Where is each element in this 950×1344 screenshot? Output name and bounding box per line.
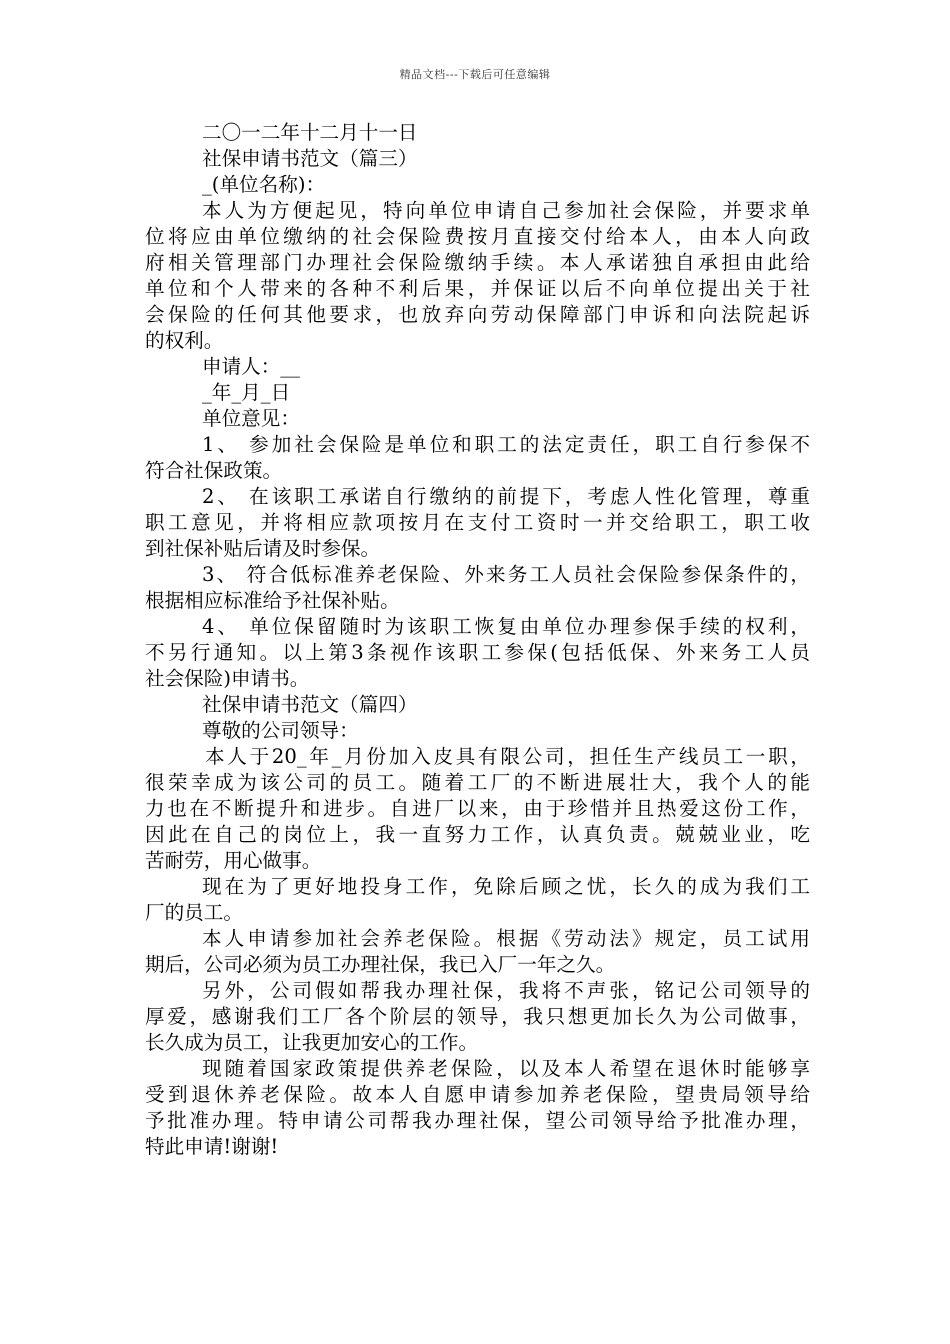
paragraph: [145, 120, 810, 146]
paragraph: [145, 432, 810, 484]
text-line: 本人为方便起见，特向单位申请自己参加社会保险，并要求单: [202, 199, 810, 222]
paragraph: [145, 354, 810, 380]
page-header: 精品文档---下载后可任意编辑: [399, 68, 551, 81]
paragraph: [145, 380, 810, 406]
paragraph: [145, 614, 810, 692]
text-line: 社保申请书范文（篇三）: [202, 147, 418, 170]
text-line: 因此在自己的岗位上，我一直努力工作，认真负责。兢兢业业，吃: [145, 823, 810, 846]
text-line: 根据相应标准给予社保补贴。: [145, 589, 400, 612]
text-line: 申请人：__: [202, 355, 300, 378]
text-line: 力也在不断提升和进步。自进厂以来，由于珍惜并且热爱这份工作，: [145, 797, 810, 820]
text-line: 期后，公司必须为员工办理社保，我已入厂一年之久。: [145, 953, 616, 976]
paragraph: [145, 692, 810, 718]
text-line: 单位意见：: [202, 407, 300, 430]
text-line: 厚爱，感谢我们工厂各个阶层的领导，我只想更加长久为公司做事，: [145, 1005, 810, 1028]
text-line: 现随着国家政策提供养老保险，以及本人希望在退休时能够享: [202, 1057, 810, 1080]
text-line: 本人申请参加社会养老保险。根据《劳动法》规定，员工试用: [202, 927, 810, 950]
text-line: 职工意见，并将相应款项按月在支付工资时一并交给职工，职工收: [145, 511, 810, 534]
paragraph: [145, 562, 810, 614]
paragraph: [145, 978, 810, 1056]
text-line: 现在为了更好地投身工作，免除后顾之忧，长久的成为我们工: [202, 875, 810, 898]
text-line: 社保申请书范文（篇四）: [202, 693, 418, 716]
paragraph: [145, 744, 810, 874]
text-line: 另外，公司假如帮我办理社保，我将不声张，铭记公司领导的: [202, 979, 810, 1002]
text-line: 不另行通知。以上第3条视作该职工参保(包括低保、外来务工人员: [145, 641, 810, 664]
text-line: 社会保险)申请书。: [145, 667, 310, 690]
text-line: 符合社保政策。: [145, 459, 283, 482]
text-line: _(单位名称)：: [202, 173, 326, 196]
paragraph: [145, 146, 810, 172]
text-line: 4、 单位保留随时为该职工恢复由单位办理参保手续的权利，: [202, 615, 810, 638]
text-line: 受到退休养老保险。故本人自愿申请参加养老保险，望贵局领导给: [145, 1083, 810, 1106]
paragraph: [145, 718, 810, 744]
text-line: 会保险的任何其他要求，也放弃向劳动保障部门申诉和向法院起诉: [145, 303, 810, 326]
text-line: 到社保补贴后请及时参保。: [145, 537, 381, 560]
text-line: 苦耐劳，用心做事。: [145, 849, 322, 872]
document-body: [145, 120, 810, 1160]
text-line: 长久成为员工，让我更加安心的工作。: [145, 1031, 479, 1054]
paragraph: [145, 926, 810, 978]
paragraph: [145, 406, 810, 432]
text-line: 尊敬的公司领导：: [202, 719, 359, 742]
text-line: 本人于20_年_月份加入皮具有限公司，担任生产线员工一职，: [205, 745, 810, 768]
text-line: 府相关管理部门办理社会保险缴纳手续。本人承诺独自承担由此给: [145, 251, 810, 274]
text-line: 予批准办理。特申请公司帮我办理社保，望公司领导给予批准办理，: [145, 1109, 810, 1132]
paragraph: [145, 198, 810, 354]
paragraph: [145, 484, 810, 562]
text-line: 的权利。: [145, 329, 224, 352]
text-line: 二〇一二年十二月十一日: [202, 121, 418, 144]
text-line: 很荣幸成为该公司的员工。随着工厂的不断进展壮大，我个人的能: [145, 771, 810, 794]
text-line: 厂的员工。: [145, 901, 243, 924]
text-line: 单位和个人带来的各种不利后果，并保证以后不向单位提出关于社: [145, 277, 810, 300]
text-line: 2、 在该职工承诺自行缴纳的前提下，考虑人性化管理，尊重: [202, 485, 810, 508]
text-line: 特此申请!谢谢!: [145, 1135, 279, 1158]
text-line: 位将应由单位缴纳的社会保险费按月直接交付给本人，由本人向政: [145, 225, 810, 248]
text-line: 3、 符合低标准养老保险、外来务工人员社会保险参保条件的，: [202, 563, 810, 586]
text-line: 1、 参加社会保险是单位和职工的法定责任，职工自行参保不: [202, 433, 810, 456]
text-line: _年_月_日: [202, 381, 291, 404]
paragraph: [145, 1056, 810, 1160]
paragraph: [145, 172, 810, 198]
paragraph: [145, 874, 810, 926]
